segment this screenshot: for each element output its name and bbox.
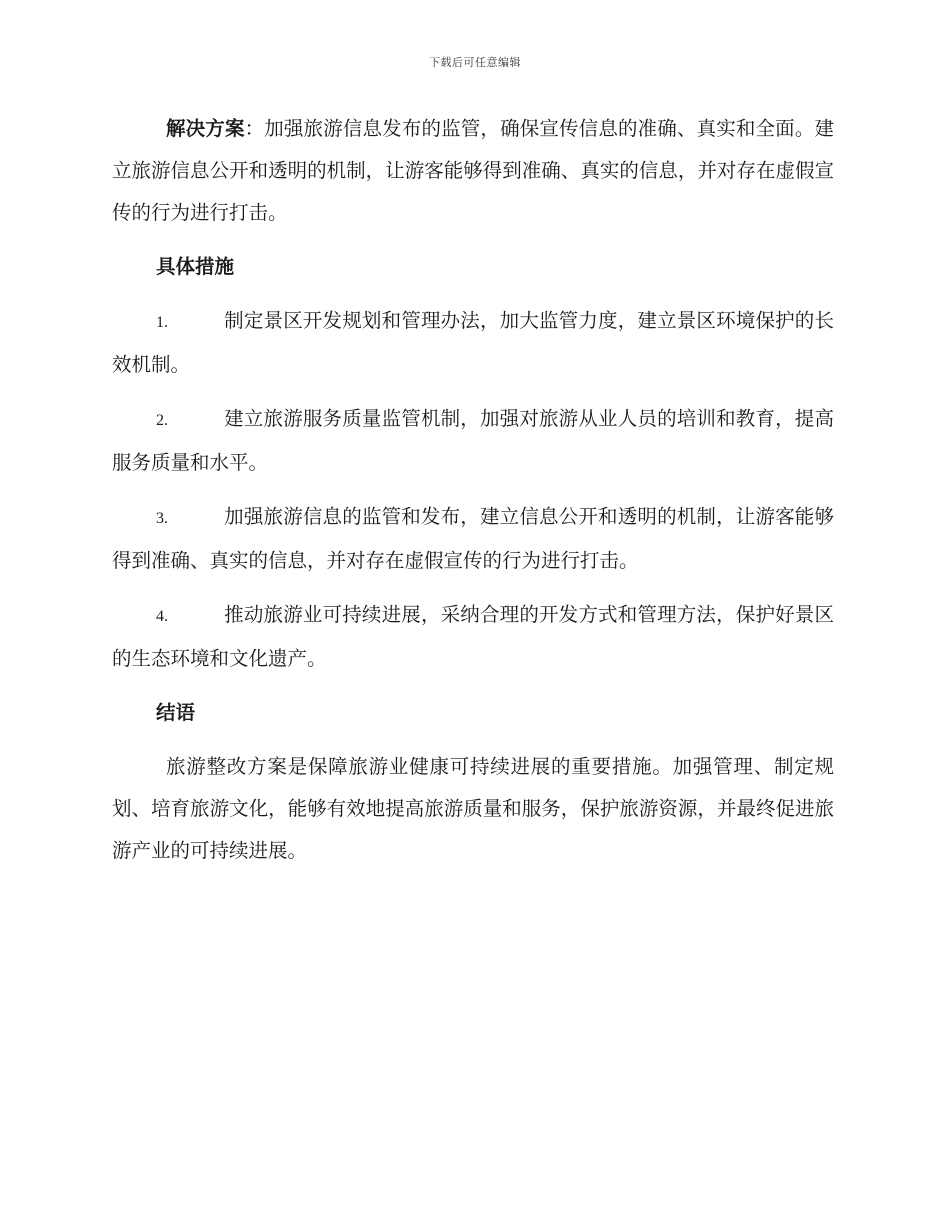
measure-item-3	[112, 496, 834, 582]
conclusion-paragraph: 旅游整改方案是保障旅游业健康可持续进展的重要措施。加强管理、制定规划、培育旅游文化，能够有效地提高旅游质量和服务，保护旅游资源，并最终促进旅游产业的可持续进展。	[112, 755, 834, 862]
measure-number: 4.	[156, 608, 168, 625]
measure-item-2	[112, 398, 834, 484]
solution-lead: 解决方案	[166, 117, 245, 140]
solution-text: ：加强旅游信息发布的监管，确保宣传信息的准确、真实和全面。建立旅游信息公开和透明的机制，让游客能够得到准确、真实的信息，并对存在虚假宣传的行为进行打击。	[112, 117, 834, 224]
measure-text: 建立旅游服务质量监管机制，加强对旅游从业人员的培训和教育，提高服务质量和水平。	[112, 407, 834, 474]
measure-text: 加强旅游信息的监管和发布，建立信息公开和透明的机制，让游客能够得到准确、真实的信息，并对存在虚假宣传的行为进行打击。	[112, 505, 834, 572]
measure-item-4	[112, 594, 834, 680]
measure-text: 推动旅游业可持续进展，采纳合理的开发方式和管理方法，保护好景区的生态环境和文化遗产。	[112, 603, 834, 670]
document-body	[112, 108, 834, 884]
measure-number: 2.	[156, 412, 168, 429]
measures-heading: 具体措施	[156, 255, 235, 278]
measure-item-1	[112, 300, 834, 386]
page-header-note: 下载后可任意编辑	[429, 56, 521, 69]
conclusion-heading: 结语	[156, 701, 196, 724]
measure-number: 1.	[156, 314, 168, 331]
measure-number: 3.	[156, 510, 168, 527]
solution-paragraph	[112, 108, 834, 234]
measure-text: 制定景区开发规划和管理办法，加大监管力度，建立景区环境保护的长效机制。	[112, 309, 834, 376]
